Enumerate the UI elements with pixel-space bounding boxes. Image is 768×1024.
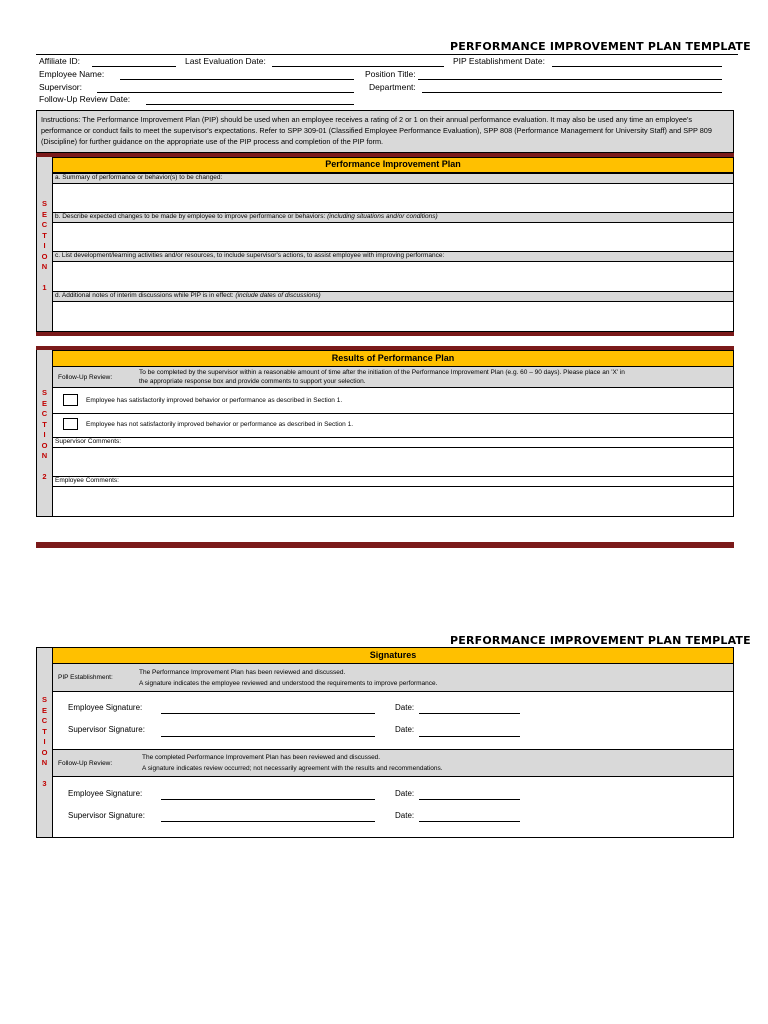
section1-side-label: S E C T I O N 1 bbox=[41, 199, 48, 292]
not-satisfactory-option-label: Employee has not satisfactorily improved behavior or performance as described in Section 1. bbox=[86, 421, 353, 428]
supervisor-comments-input[interactable] bbox=[53, 448, 733, 476]
followup-review-label: Follow-Up Review: bbox=[58, 760, 113, 767]
title-rule bbox=[36, 54, 738, 55]
section3-side-column bbox=[37, 648, 53, 837]
satisfactory-checkbox[interactable] bbox=[63, 394, 78, 406]
section1-item-a-label: a. Summary of performance or behavior(s) to be changed: bbox=[53, 173, 733, 184]
employee-signature-label-2: Employee Signature: bbox=[68, 789, 143, 798]
employee-signature-field-2[interactable] bbox=[161, 799, 375, 800]
section2-followup-text-1: To be completed by the supervisor within a reasonable amount of time after the initiation of the Performance Improvement Plan (e.g. 60 – 90 days). Please place an 'X' in bbox=[139, 369, 625, 376]
page1-bottom-bar bbox=[36, 542, 734, 548]
employee-comments-label: Employee Comments: bbox=[53, 476, 733, 487]
not-satisfactory-checkbox[interactable] bbox=[63, 418, 78, 430]
section3-heading: Signatures bbox=[53, 648, 733, 664]
instructions-text: Instructions: The Performance Improvement Plan (PIP) should be used when an employee receives a rating of 2 or 1 on their annual performance evaluation. It may also be used any time an employee's performance or conduct fails to meet the supervisor's expectations. Refer to SPP 309-01 (Classified Employee Performance Evaluation), SPP 808 (Performance Management for University Staff) and SPP 809 (Discipline) for further guidance on the appropriate use of the PIP process and completion of the PIP form. bbox=[41, 115, 712, 146]
affiliate-id-label: Affiliate ID: bbox=[39, 56, 80, 66]
section2-followup-text-2: the appropriate response box and provide comments to support your selection. bbox=[139, 378, 366, 385]
section1-bottom-bar bbox=[36, 332, 734, 336]
supervisor-date-field-1[interactable] bbox=[419, 736, 520, 737]
page2-title: PERFORMANCE IMPROVEMENT PLAN TEMPLATE bbox=[450, 634, 751, 647]
supervisor-field[interactable] bbox=[97, 92, 354, 93]
supervisor-comments-label: Supervisor Comments: bbox=[53, 437, 733, 448]
employee-date-field-2[interactable] bbox=[419, 799, 520, 800]
section1-heading: Performance Improvement Plan bbox=[53, 158, 733, 173]
pip-establishment-text-1: The Performance Improvement Plan has been reviewed and discussed. bbox=[139, 669, 346, 676]
pip-est-date-field[interactable] bbox=[552, 66, 722, 67]
position-title-label: Position Title: bbox=[365, 69, 416, 79]
last-eval-date-field[interactable] bbox=[272, 66, 444, 67]
employee-name-label: Employee Name: bbox=[39, 69, 105, 79]
section2-option-divider bbox=[53, 413, 733, 414]
section1-side-column bbox=[37, 157, 53, 331]
section2-side-column bbox=[37, 350, 53, 516]
section1-item-c-input[interactable] bbox=[53, 262, 733, 291]
employee-date-label-1: Date: bbox=[395, 703, 415, 712]
pip-establishment-text-2: A signature indicates the employee reviewed and understood the requirements to improve performance. bbox=[139, 680, 438, 687]
supervisor-signature-label-1: Supervisor Signature: bbox=[68, 725, 145, 734]
followup-date-label: Follow-Up Review Date: bbox=[39, 94, 131, 104]
section2-side-label: S E C T I O N 2 bbox=[41, 388, 48, 481]
supervisor-date-label-1: Date: bbox=[395, 725, 415, 734]
employee-signature-label-1: Employee Signature: bbox=[68, 703, 143, 712]
employee-signature-field-1[interactable] bbox=[161, 713, 375, 714]
section2-followup-label: Follow-Up Review: bbox=[58, 374, 113, 381]
supervisor-date-label-2: Date: bbox=[395, 811, 415, 820]
employee-name-field[interactable] bbox=[120, 79, 354, 80]
supervisor-signature-field-1[interactable] bbox=[161, 736, 375, 737]
department-label: Department: bbox=[369, 82, 416, 92]
affiliate-id-field[interactable] bbox=[92, 66, 176, 67]
last-eval-date-label: Last Evaluation Date: bbox=[185, 56, 266, 66]
section1-item-d-label: d. Additional notes of interim discussions while PIP is in effect: (include dates of discussions) bbox=[53, 291, 733, 302]
supervisor-label: Supervisor: bbox=[39, 82, 82, 92]
employee-comments-input[interactable] bbox=[53, 487, 733, 516]
section1-item-a-input[interactable] bbox=[53, 184, 733, 212]
page-title: PERFORMANCE IMPROVEMENT PLAN TEMPLATE bbox=[450, 40, 751, 53]
department-field[interactable] bbox=[422, 92, 722, 93]
followup-review-text-1: The completed Performance Improvement Plan has been reviewed and discussed. bbox=[142, 754, 381, 761]
pip-establishment-label: PIP Establishment: bbox=[58, 674, 113, 681]
supervisor-signature-field-2[interactable] bbox=[161, 821, 375, 822]
section2-heading: Results of Performance Plan bbox=[53, 351, 733, 367]
section1-item-b-input[interactable] bbox=[53, 223, 733, 251]
supervisor-signature-label-2: Supervisor Signature: bbox=[68, 811, 145, 820]
satisfactory-option-label: Employee has satisfactorily improved behavior or performance as described in Section 1. bbox=[86, 397, 343, 404]
section1-item-c-label: c. List development/learning activities and/or resources, to include supervisor's actions, to assist employee with improving performance: bbox=[53, 251, 733, 262]
followup-review-text-2: A signature indicates review occurred; not necessarily agreement with the results and recommendations. bbox=[142, 765, 443, 772]
supervisor-date-field-2[interactable] bbox=[419, 821, 520, 822]
instructions-box bbox=[36, 110, 734, 153]
followup-date-field[interactable] bbox=[146, 104, 354, 105]
position-title-field[interactable] bbox=[418, 79, 722, 80]
section1-item-d-input[interactable] bbox=[53, 302, 733, 331]
employee-date-label-2: Date: bbox=[395, 789, 415, 798]
section1-item-b-label: b. Describe expected changes to be made by employee to improve performance or behaviors: (including situations and/or conditions) bbox=[53, 212, 733, 223]
section3-side-label: S E C T I O N 3 bbox=[41, 695, 48, 788]
pip-est-date-label: PIP Establishment Date: bbox=[453, 56, 545, 66]
employee-date-field-1[interactable] bbox=[419, 713, 520, 714]
